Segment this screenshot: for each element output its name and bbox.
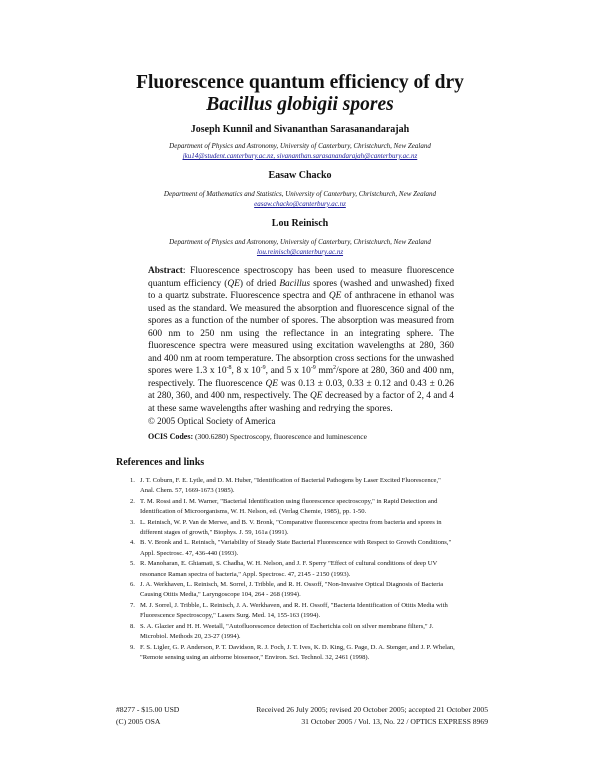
author-email-2[interactable]: easaw.chacko@canterbury.ac.nz	[254, 200, 346, 208]
reference-number: 9.	[130, 643, 135, 651]
reference-number: 3.	[130, 518, 135, 526]
reference-text: M. J. Sorrel, J. Tribble, L. Reinisch, J. A. Werkhaven, and R. H. Ossoff, "Bacteria Identification of Otitis Media with Fluorescence Spectroscopy," Lasers Surg. Med. 14, 155-163 (1994).	[140, 601, 448, 620]
reference-number: 6.	[130, 581, 135, 589]
reference-item	[116, 601, 456, 622]
reference-item	[116, 559, 456, 580]
qe-term: QE	[265, 378, 278, 389]
reference-number: 1.	[130, 477, 135, 484]
reference-text: T. M. Rossi and I. M. Warner, "Bacterial Identification using fluorescence spectroscopy," in Rapid Detection and Identification of Microorganisms, W. H. Nelson, ed. (Verlag Chemie, 1985), pp. 1-50.	[140, 497, 438, 516]
title-line-1: Fluorescence quantum efficiency of dry	[136, 72, 464, 93]
reference-item	[116, 476, 456, 497]
qe-term: QE	[328, 291, 342, 301]
reference-item	[116, 518, 456, 539]
references-list	[116, 476, 456, 663]
reference-item	[116, 643, 456, 664]
author-email-3[interactable]: lou.reinisch@canterbury.ac.nz	[256, 248, 344, 256]
reference-item	[116, 622, 456, 643]
exponent: -9	[310, 364, 316, 371]
reference-text: L. Reinisch, W. P. Van de Merwe, and B. V. Bronk, "Comparative fluorescence spectra from bacteria and spores in different stages of growth," Biophys. J. 59, 161a (1991).	[140, 518, 442, 537]
footer-journal: 31 October 2005 / Vol. 13, No. 22 / OPTICS EXPRESS 8969	[301, 717, 488, 726]
author-names-3: Lou Reinisch	[271, 218, 329, 229]
qe-term: QE	[227, 278, 240, 289]
footer-copyright: (C) 2005 OSA	[116, 717, 161, 726]
copyright-notice: © 2005 Optical Society of America	[148, 416, 276, 426]
affiliation-3: Department of Physics and Astronomy, University of Canterbury, Christchurch, New Zealand	[169, 238, 431, 246]
abstract	[148, 265, 454, 415]
author-names-1: Joseph Kunnil and Sivananthan Sarasanandarajah	[190, 124, 410, 135]
title-line-2: Bacillus globigii spores	[206, 94, 394, 115]
reference-number: 5.	[130, 560, 135, 568]
author-email-1[interactable]: jku14@student.canterbury.ac.nz, sivananthan.sarasanandarajah@canterbury.ac.nz	[182, 152, 418, 160]
abstract-text-1: Fluorescence spectroscopy has been used to measure fluorescence quantum efficiency (	[148, 266, 455, 289]
reference-item	[116, 538, 456, 559]
exponent: 2	[333, 364, 337, 371]
abstract-text-3: spores (washed and unwashed) fixed to a quartz substrate. Fluorescence spectra and	[148, 278, 455, 301]
exponent: -8	[226, 364, 232, 371]
reference-text: J. A. Werkhaven, L. Reinisch, M. Sorrel, J. Tribble, and R. H. Ossoff, "Non-Invasive Optical Diagnosis of Bacteria Causing Otitis Media," Laryngoscope 104, 264 - 268 (1994).	[140, 581, 444, 599]
reference-item	[116, 580, 456, 601]
footer-price: #8277 - $15.00 USD	[116, 705, 180, 714]
ocis-codes	[148, 432, 367, 441]
ocis-text: (300.6280) Spectroscopy, fluorescence and luminescence	[195, 432, 367, 441]
qe-term: QE	[309, 391, 323, 401]
references-heading: References and links	[116, 457, 205, 468]
author-names-2: Easaw Chacko	[268, 170, 332, 181]
abstract-text-5: , 8 x 10	[231, 366, 261, 376]
reference-text: B. V. Bronk and L. Reinisch, "Variability of Steady State Bacterial Fluorescence with Respect to Growth Conditions," Appl. Spectrosc. 47, 436-440 (1993).	[140, 539, 452, 557]
abstract-text-8: /spore at 280, 360 and 400 nm, respectively. The fluorescence	[148, 366, 454, 389]
emails-line-2	[0, 199, 600, 209]
bacillus-term: Bacillus	[279, 278, 311, 289]
abstract-colon: :	[182, 266, 191, 276]
reference-text: R. Manoharan, E. Ghiamati, S. Chadha, W. H. Nelson, and J. F. Sperry "Effect of cultural conditions of deep UV resonance Raman spectra of bacteria," Appl. Spectrosc. 47, 2145 - 2150 (1993).	[140, 560, 438, 578]
reference-number: 4.	[130, 539, 135, 547]
abstract-text-6: , and 5 x 10	[265, 366, 311, 376]
abstract-label: Abstract	[148, 266, 183, 276]
affiliation-1: Department of Physics and Astronomy, University of Canterbury, Christchurch, New Zealand	[169, 142, 431, 150]
abstract-text-10: decreased by a factor of 2, 4 and 4 at these same wavelengths after washing and redrying the spores.	[148, 391, 454, 414]
reference-number: 2.	[130, 497, 135, 505]
emails-line-1	[0, 151, 600, 161]
abstract-text-4: of anthracene in ethanol was used as the standard. We measured the absorption and fluorescence signal of the spores as a function of the number of spores. The absorption was measured from 600 nm to 250 nm using the reflectance in an integrating sphere. The fluorescence spectra were measured using excitation wavelengths at 280, 360 and 400 nm at room temperature. The absorption cross sections for the unwashed spores were 1.3 x 10	[148, 291, 454, 376]
abstract-text-7: mm	[315, 366, 334, 376]
reference-item	[116, 497, 456, 518]
reference-text: S. A. Glazier and H. H. Weetall, "Autofluorescence detection of Escherichia coli on silver membrane filters," J. Microbiol. Methods 20, 23-27 (1994).	[140, 622, 434, 641]
reference-number: 7.	[130, 601, 135, 609]
abstract-text-2: ) of dried	[239, 278, 280, 289]
ocis-label: OCIS Codes:	[148, 432, 194, 441]
abstract-text-9: was 0.13 ± 0.03, 0.33 ± 0.12 and 0.43 ± 0.26 at 280, 360, and 400 nm, respectively. The	[148, 378, 454, 401]
reference-text: J. T. Coburn, F. E. Lytle, and D. M. Huber, "Identification of Bacterial Pathogens by Laser Excited Fluorescence," Anal. Chem. 57, 1669-1673 (1985).	[140, 477, 441, 495]
exponent: -9	[260, 364, 266, 371]
footer-received: Received 26 July 2005; revised 20 October 2005; accepted 21 October 2005	[256, 705, 488, 714]
reference-number: 8.	[130, 622, 135, 630]
emails-line-3	[0, 247, 600, 257]
affiliation-2: Department of Mathematics and Statistics, University of Canterbury, Christchurch, New Zealand	[163, 190, 437, 198]
reference-text: F. S. Ligler, G. P. Anderson, P. T. Davidson, R. J. Foch, J. T. Ives, K. D. King, G. Page, D. A. Stenger, and J. P. Whelan, "Remote sensing using an airborne biosensor," Environ. Sci. Technol. 32, 2461 (1998).	[140, 643, 455, 661]
paper-title	[0, 72, 600, 116]
